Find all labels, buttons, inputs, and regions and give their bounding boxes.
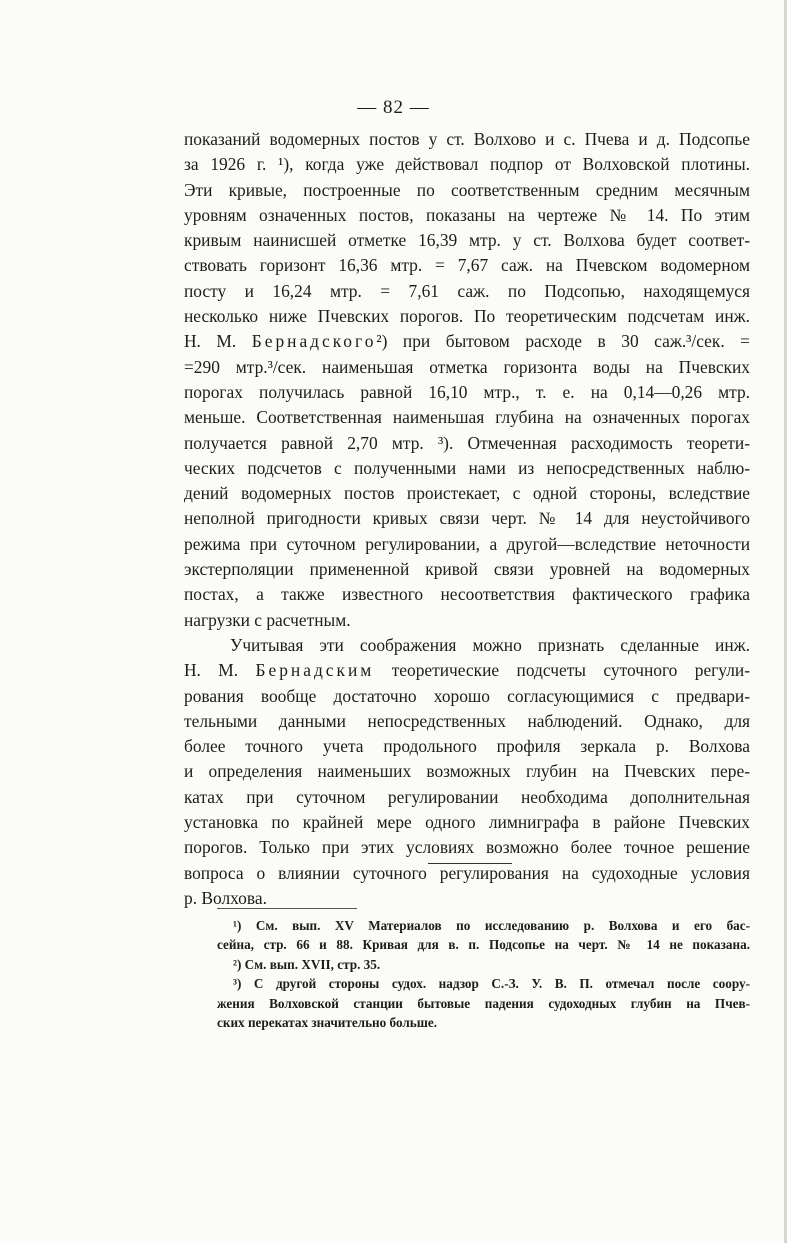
text-line: меньше. Соответственная наименьшая глубина на означенных порогах	[184, 407, 750, 428]
text-line: несколько ниже Пчевских порогов. По теоретическим подсчетам инж.	[184, 306, 750, 327]
author-name-spaced: Бернадского	[251, 331, 377, 352]
text-line: нагрузки с расчетным.	[184, 609, 351, 630]
section-end-rule	[428, 863, 512, 864]
text-line: экстерполяции примененной кривой связи уровней на водомерных	[184, 559, 750, 580]
name-initials: Н. М.	[184, 660, 256, 681]
text-line: посту и 16,24 мтр. = 7,61 саж. по Подсопью, находящемуся	[184, 280, 750, 301]
text-line-bernadsky	[184, 658, 750, 683]
name-initials: Н. М.	[184, 331, 252, 352]
text-line: Эти кривые, построенные по соответственным средним месячным	[184, 179, 750, 200]
text-line: тельными данными непосредственных наблюдений. Однако, для	[184, 710, 750, 731]
text-line: ческих подсчетов с полученными нами из непосредственных наблю-	[184, 457, 750, 478]
text-line: получается равной 2,70 мтр. ³). Отмеченная расходимость теорети-	[184, 432, 750, 453]
footnotes	[217, 916, 750, 1032]
text-line: порогах получилась равной 16,10 мтр., т. е. на 0,14—0,26 мтр.	[184, 381, 750, 402]
text-line: =290 мтр.³/сек. наименьшая отметка горизонта воды на Пчевских	[184, 356, 750, 377]
text-line: показаний водомерных постов у ст. Волхово и с. Пчева и д. Подсопье	[184, 129, 750, 149]
text-line: дений водомерных постов проистекает, с одной стороны, вследствие	[184, 483, 750, 504]
footnote-line: сейна, стр. 66 и 88. Кривая для в. п. Подсопье на черт. № 14 не показана.	[217, 937, 750, 953]
footnote-separator	[217, 908, 357, 909]
footnote-line: жения Волховской станции бытовые падения судоходных глубин на Пчев-	[217, 995, 750, 1011]
author-name-spaced: Бернадским	[255, 660, 375, 681]
text-fragment: ²) при бытовом расходе в 30 саж.³/сек. =	[376, 331, 750, 352]
footnote-line: ¹) См. вып. XV Материалов по исследованию р. Волхова и его бас-	[233, 918, 750, 933]
text-line: более точного учета продольного профиля зеркала р. Волхова	[184, 736, 750, 757]
text-line: р. Волхова.	[184, 887, 267, 908]
footnote-line: ²) См. вып. XVII, стр. 35.	[233, 956, 381, 972]
body-text	[184, 127, 750, 911]
paragraph-start-line: Учитывая эти соображения можно признать сделанные инж.	[230, 634, 750, 655]
text-line: режима при суточном регулировании, а другой—вследствие неточности	[184, 533, 750, 554]
footnote-line: ских перекатах значительно больше.	[217, 1014, 438, 1030]
text-line: ствовать горизонт 16,36 мтр. = 7,67 саж. на Пчевском водомерном	[184, 255, 750, 276]
text-line: и определения наименьших возможных глубин на Пчевских пере-	[184, 761, 750, 782]
text-line: уровням означенных постов, показаны на чертеже № 14. По этим	[184, 204, 750, 225]
text-line: вопроса о влиянии суточного регулирования на судоходные условия	[184, 862, 750, 883]
text-line: за 1926 г. ¹), когда уже действовал подпор от Волховской плотины.	[184, 154, 750, 175]
text-line-bernadsky	[184, 329, 750, 354]
text-line: рования вообще достаточно хорошо согласующимися с предвари-	[184, 685, 750, 706]
text-line: порогов. Только при этих условиях возможно более точное решение	[184, 837, 750, 858]
footnote-line: ³) С другой стороны судох. надзор С.-З. У. В. П. отмечал после соору-	[233, 976, 750, 992]
page-number: — 82 —	[357, 97, 430, 118]
text-line: установка по крайней мере одного лимниграфа в районе Пчевских	[184, 812, 750, 833]
text-line: кривым наинисшей отметке 16,39 мтр. у ст. Волхова будет соответ-	[184, 230, 750, 251]
text-fragment: теоретические подсчеты суточного регули-	[374, 660, 750, 681]
text-line: катах при суточном регулировании необходима дополнительная	[184, 786, 750, 807]
text-line: неполной пригодности кривых связи черт. № 14 для неустойчивого	[184, 508, 750, 529]
text-line: постах, а также известного несоответствия фактического графика	[184, 584, 750, 605]
